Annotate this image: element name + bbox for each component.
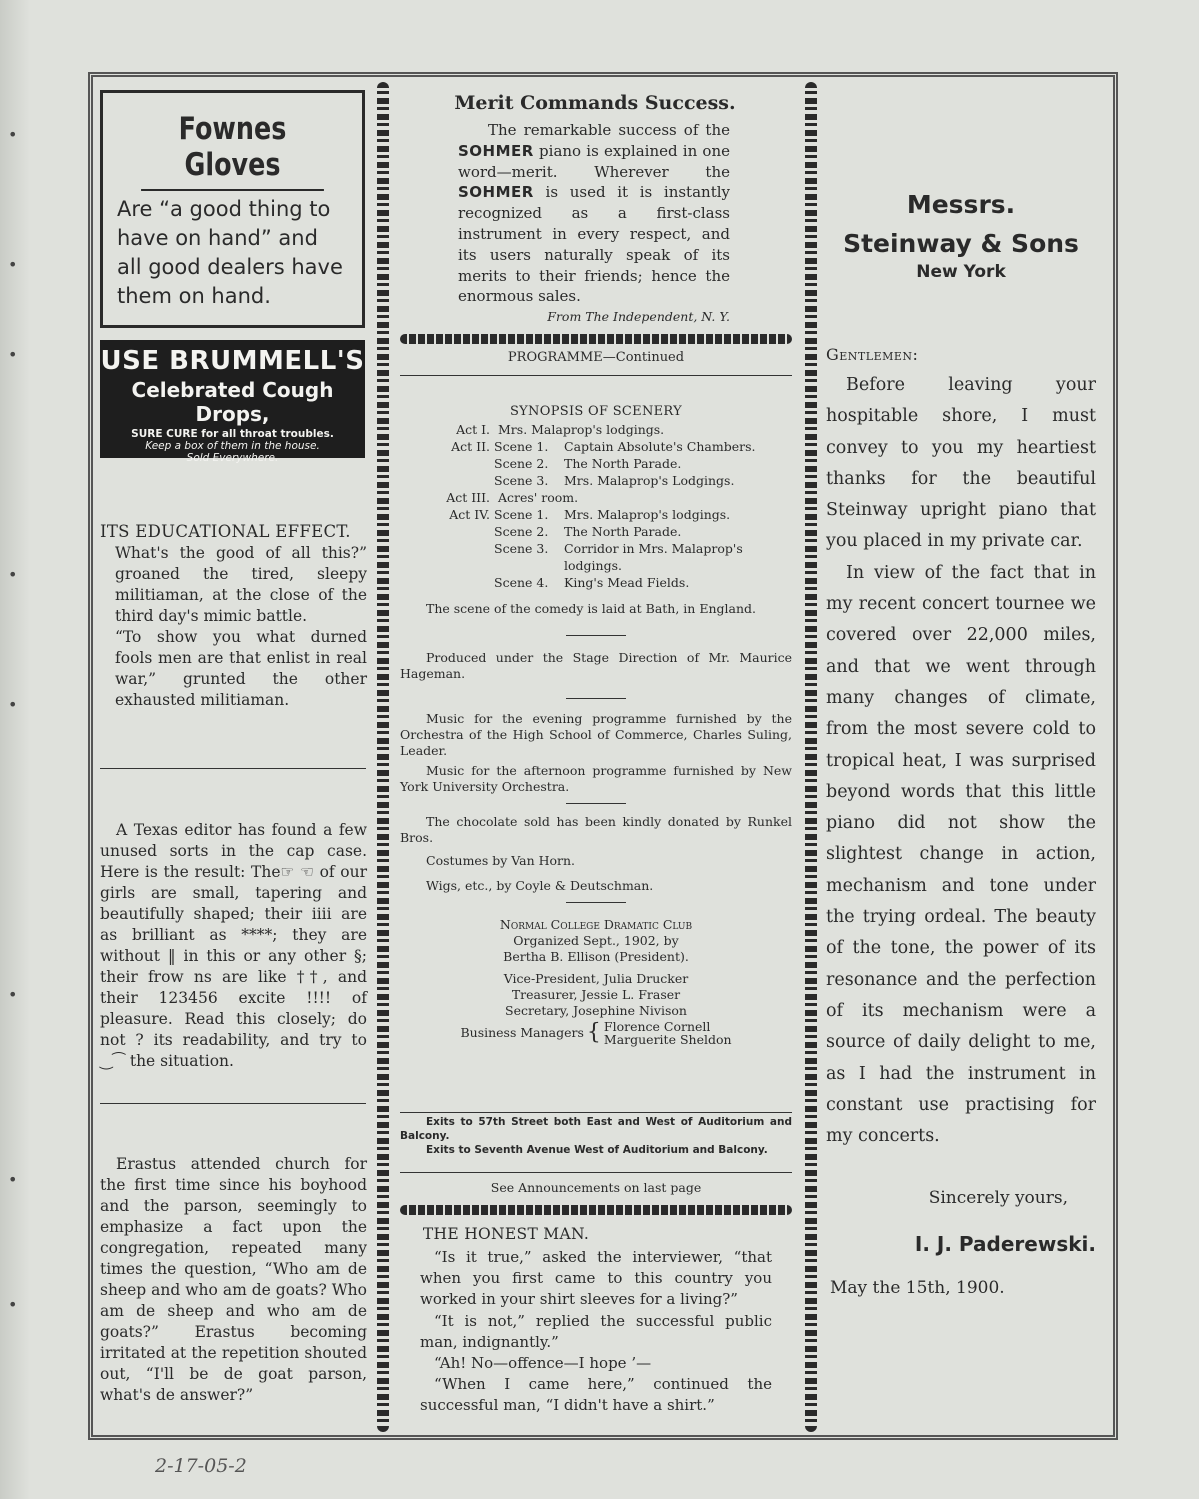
divider — [400, 1172, 792, 1173]
merit-text-2: piano is explained in one word—merit. Wherever the — [458, 141, 730, 181]
brummell-line5: Sold Everywhere. — [186, 452, 279, 464]
merit-text-3: is used it is instantly recognized as a first-class instrument in every respect, and its users naturally speak of its merits to their friends; hence the enormous sales. — [458, 183, 730, 306]
scene-row — [400, 574, 792, 591]
manager-1: Florence Cornell — [603, 1019, 711, 1034]
merit-text-1: The remarkable success of the — [488, 121, 730, 139]
scene-row — [400, 438, 792, 455]
honest-p4: “When I came here,” continued the successful man, “I didn't have a shirt.” — [420, 1375, 772, 1415]
erastus-article — [100, 1154, 367, 1406]
scene-number: Scene 1. — [494, 507, 549, 522]
exits — [400, 1115, 792, 1157]
scene-description: The North Parade. — [564, 524, 682, 539]
divider — [100, 768, 366, 769]
handwritten-note: 2-17-05-2 — [155, 1455, 247, 1477]
divider — [400, 375, 792, 376]
exits-57th: Exits to 57th Street both East and West of Auditorium and Balcony. — [400, 1116, 792, 1142]
brummell-line2: Celebrated Cough Drops, — [131, 378, 334, 426]
educational-p2: “To show you what durned fools men are that enlist in real war,” grunted the other exhausted militiaman. — [115, 628, 367, 709]
sohmer-brand: SOHMER — [458, 141, 534, 160]
educational-title: ITS EDUCATIONAL EFFECT. — [100, 522, 351, 541]
binding-stitch: • — [8, 985, 18, 1004]
fownes-title: Fownes Gloves — [141, 111, 324, 191]
scene-row — [400, 506, 792, 523]
club-organized: Organized Sept., 1902, by — [513, 933, 679, 948]
scene-description: Mrs. Malaprop's lodgings. — [564, 507, 731, 522]
steinway-messrs: Messrs. — [906, 190, 1016, 219]
divider — [400, 1112, 792, 1113]
scene-description: Captain Absolute's Chambers. — [564, 439, 756, 454]
binding-stitch: • — [8, 345, 18, 364]
brummell-line1: USE BRUMMELL'S — [100, 346, 365, 376]
club-president: Bertha B. Ellison (President). — [503, 949, 689, 964]
divider — [566, 635, 626, 636]
manager-2: Marguerite Sheldon — [603, 1032, 732, 1047]
scene-description: Corridor in Mrs. Malaprop's lodgings. — [564, 541, 743, 573]
sohmer-ad — [400, 92, 790, 324]
merit-title: Merit Commands Success. — [454, 92, 736, 114]
costumes: Costumes by Van Horn. — [426, 853, 576, 868]
scene-act: Act II. — [451, 439, 490, 454]
scene-row — [400, 523, 792, 540]
scene-row — [400, 455, 792, 472]
honest-p3: “Ah! No—offence—I hope ’— — [434, 1354, 652, 1373]
binding-stitch: • — [8, 125, 18, 144]
synopsis-title: SYNOPSIS OF SCENERY — [509, 404, 683, 419]
club-name: Normal College Dramatic Club — [499, 917, 693, 932]
club-secretary: Secretary, Josephine Nivison — [505, 1003, 687, 1018]
binding-stitch: • — [8, 565, 18, 584]
scene-row — [400, 421, 792, 438]
brummell-line3: SURE CURE for all throat troubles. — [131, 428, 334, 440]
binding-stitch: • — [8, 1170, 18, 1189]
letter-signature: I. J. Paderewski. — [914, 1232, 1096, 1257]
divider — [566, 698, 626, 699]
scene-act — [400, 523, 494, 540]
letter-p1: Before leaving your hospitable shore, I must convey to you my heartiest thanks for the beautiful Steinway upright piano that you placed in my private car. — [826, 375, 1096, 552]
scene-act: Act IV. — [449, 507, 490, 522]
produced: Produced under the Stage Direction of Mr. Maurice Hageman. — [400, 650, 792, 681]
fownes-body: Are “a good thing to have on hand” and all good dealers have them on hand. — [117, 197, 343, 308]
scene-act — [400, 455, 494, 472]
scene-act — [400, 540, 494, 574]
honest-p2: “It is not,” replied the successful public man, indignantly.” — [420, 1311, 772, 1351]
business-managers — [400, 1020, 792, 1046]
music-afternoon: Music for the afternoon programme furnished by New York University Orchestra. — [400, 763, 792, 794]
texas-article — [100, 820, 367, 1072]
club-vice: Vice-President, Julia Drucker — [503, 971, 689, 986]
brace: { — [586, 1020, 601, 1045]
letter-p2: In view of the fact that in my recent concert tournee we covered over 22,000 miles, and that we went through many changes of climate, from the most severe cold to tropical heat, I was surprised beyond words that this little piano did not show the slightest change in action, mechanism and tone under the trying ordeal. The beauty of the tone, the power of its resonance and the perfection of its mechanism were a source of daily delight to me, as I had the instrument in constant use practising for my concerts. — [826, 562, 1096, 1147]
scene-list — [400, 421, 792, 591]
educational-article — [100, 522, 367, 711]
letter-date: May the 15th, 1900. — [830, 1278, 1005, 1299]
steinway-name: Steinway & Sons — [843, 229, 1079, 258]
scene-number: Scene 3. — [494, 473, 549, 488]
scene-description: Acres' room. — [498, 490, 579, 505]
scene-act — [400, 574, 494, 591]
wavy-divider — [400, 334, 792, 344]
sohmer-brand: SOHMER — [458, 183, 534, 202]
managers-label: Business Managers — [460, 1025, 584, 1040]
steinway-city: New York — [916, 262, 1006, 282]
scene-number: Scene 1. — [494, 439, 549, 454]
club-treasurer: Treasurer, Jessie L. Fraser — [511, 987, 681, 1002]
binding-stitch: • — [8, 255, 18, 274]
scene-description: Mrs. Malaprop's lodgings. — [498, 422, 665, 437]
merit-source: From The Independent, N. Y. — [547, 309, 730, 325]
programme-header: PROGRAMME—Continued — [507, 350, 685, 365]
wigs: Wigs, etc., by Coyle & Deutschman. — [426, 878, 654, 893]
brummell-line4: Keep a box of them in the house. — [145, 440, 320, 452]
steinway-ad — [826, 190, 1096, 1298]
divider — [566, 803, 626, 804]
brummell-ad — [100, 340, 365, 464]
honest-title: THE HONEST MAN. — [422, 1225, 590, 1243]
exits-seventh: Exits to Seventh Avenue West of Auditorium and Balcony. — [426, 1144, 768, 1156]
binding-stitch: • — [8, 1295, 18, 1314]
scene-note: The scene of the comedy is laid at Bath, in England. — [426, 601, 756, 616]
scene-description: The North Parade. — [564, 456, 682, 471]
merit-body — [400, 114, 790, 307]
letter-closing: Sincerely yours, — [928, 1188, 1068, 1209]
scene-number: Scene 3. — [494, 541, 549, 556]
scene-row — [400, 489, 792, 506]
scene-number: Scene 2. — [494, 524, 549, 539]
page-binding — [0, 0, 30, 1499]
honest-p1: “Is it true,” asked the interviewer, “that when you first came to this country you worked in your shirt sleeves for a living?” — [420, 1248, 772, 1309]
scene-description: King's Mead Fields. — [564, 575, 690, 590]
programme — [400, 350, 792, 1046]
divider — [566, 902, 626, 903]
educational-p1: What's the good of all this?” groaned the tired, sleepy militiaman, at the close of the third day's mimic battle. — [115, 544, 367, 625]
music-evening: Music for the evening programme furnished by the Orchestra of the High School of Commerce, Charles Suling, Leader. — [400, 711, 792, 758]
column-divider-left — [377, 82, 389, 1432]
divider — [100, 1103, 366, 1104]
column-divider-right — [805, 82, 817, 1432]
binding-stitch: • — [8, 695, 18, 714]
letter-salutation: Gentlemen: — [826, 345, 919, 364]
wavy-divider — [400, 1205, 792, 1215]
fownes-ad — [100, 90, 365, 328]
scene-act: Act I. — [456, 422, 490, 437]
scene-number: Scene 4. — [494, 575, 549, 590]
scene-row — [400, 472, 792, 489]
scene-act — [400, 472, 494, 489]
chocolate: The chocolate sold has been kindly donated by Runkel Bros. — [400, 814, 792, 845]
honest-man-article — [420, 1225, 772, 1417]
scene-row — [400, 540, 792, 574]
scene-number: Scene 2. — [494, 456, 549, 471]
announcements-note: See Announcements on last page — [490, 1180, 702, 1195]
scene-description: Mrs. Malaprop's Lodgings. — [564, 473, 735, 488]
texas-text: A Texas editor has found a few unused sorts in the cap case. Here is the result: The☞ ☜ of our girls are small, tapering and beautifully shaped; their iiii are as brilliant as ****; they are without ‖ in this or any other §; their frow ns are like ††, and their 123456 excite !!!! of pleasure. Read this closely; do not ? its readability, and try to ‿⁀ the situation. — [100, 821, 367, 1070]
scene-act: Act III. — [446, 490, 490, 505]
erastus-text: Erastus attended church for the first time since his boyhood and the parson, seemingly to emphasize a fact upon the congregation, repeated many times the question, “Who am de sheep and who am de goats? Who am de sheep and who am de goats?” Erastus becoming irritated at the repetition shouted out, “I'll be de goat parson, what's de answer?” — [100, 1155, 367, 1404]
